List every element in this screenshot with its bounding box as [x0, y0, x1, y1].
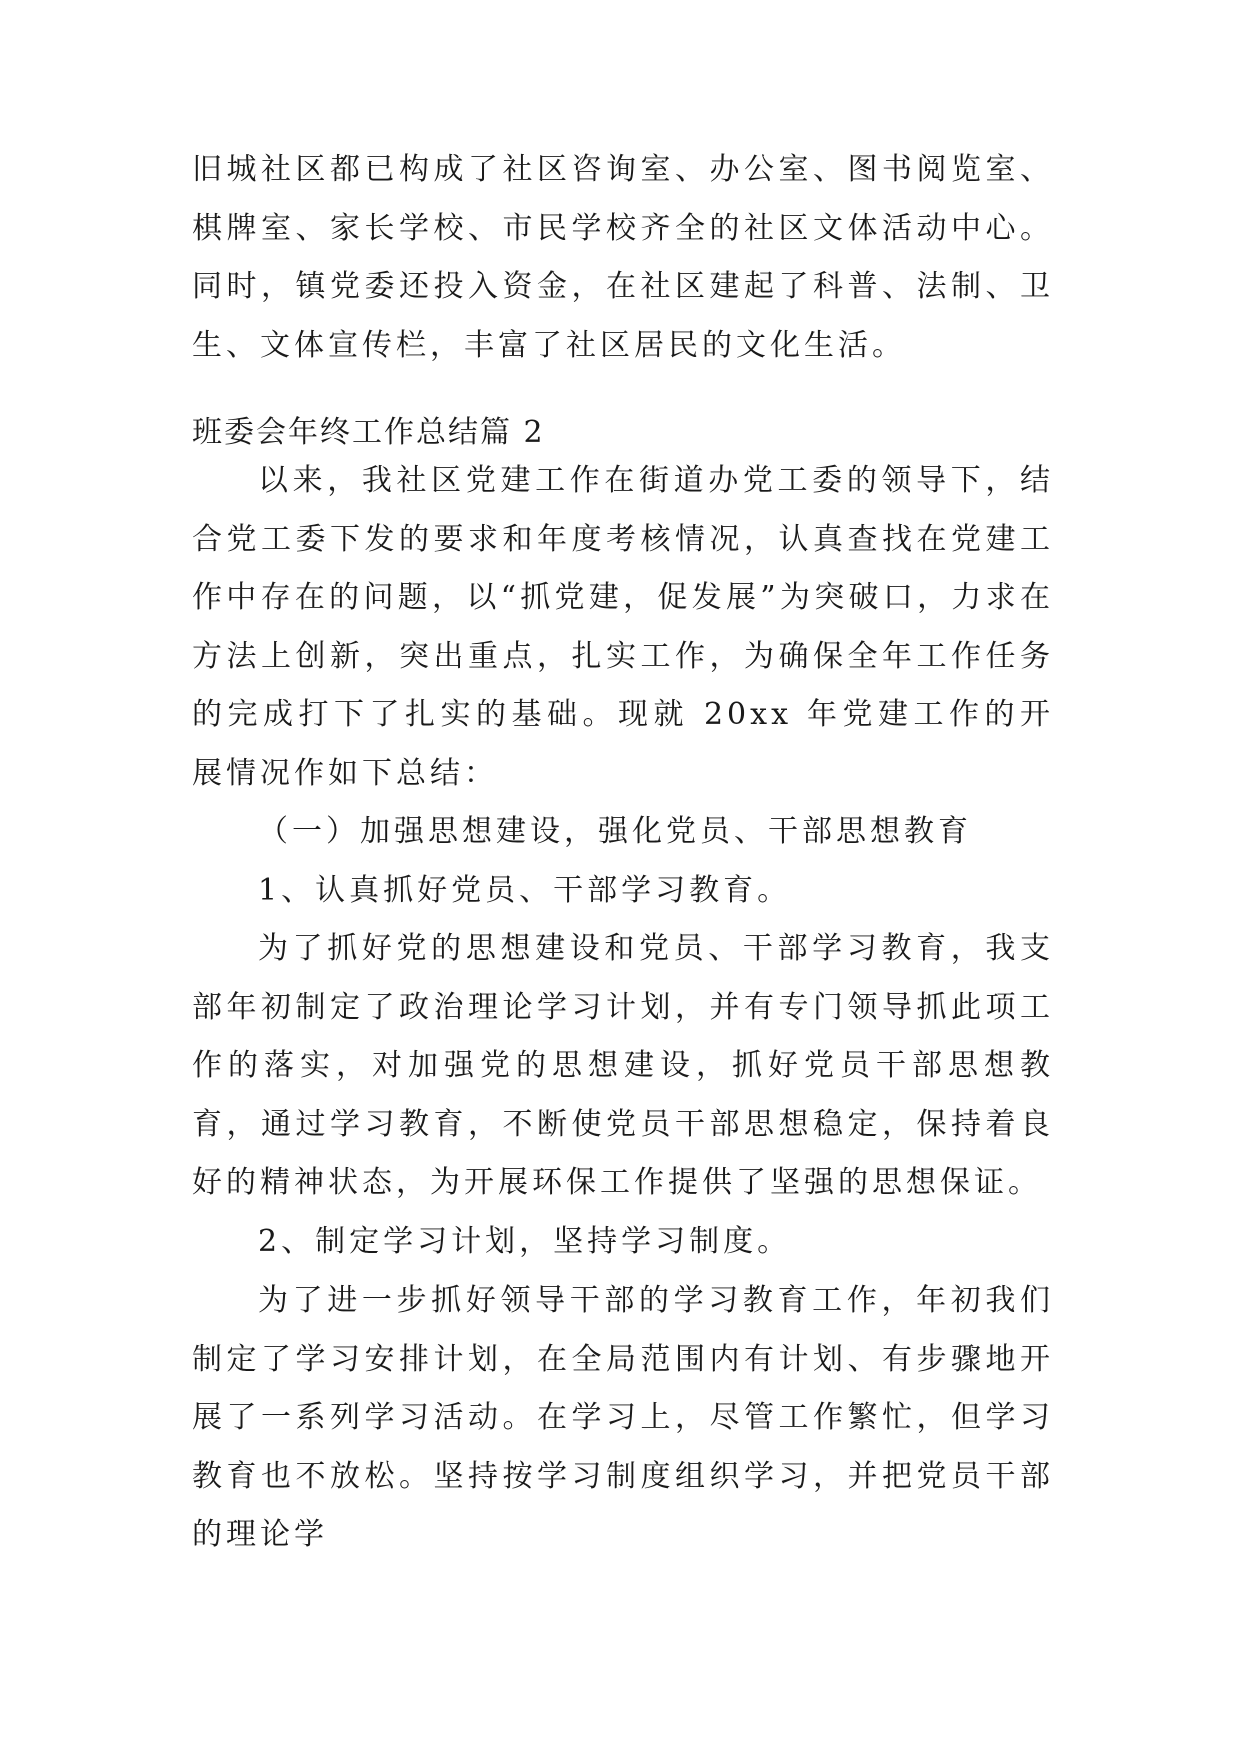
- item-1-body: 为了抓好党的思想建设和党员、干部学习教育，我支部年初制定了政治理论学习计划，并有专门领导抓此项工作的落实，对加强党的思想建设，抓好党员干部思想教育，通过学习教育，不断使党员干部思想稳定，保持着良好的精神状态，为开展环保工作提供了坚强的思想保证。: [192, 931, 1054, 1201]
- continuation-paragraph: 旧城社区都已构成了社区咨询室、办公室、图书阅览室、棋牌室、家长学校、市民学校齐全的社区文体活动中心。同时，镇党委还投入资金，在社区建起了科普、法制、卫生、文体宣传栏，丰富了社区居民的文化生活。: [192, 152, 1054, 363]
- item-2-body: 为了进一步抓好领导干部的学习教育工作，年初我们制定了学习安排计划，在全局范围内有计划、有步骤地开展了一系列学习活动。在学习上，尽管工作繁忙，但学习教育也不放松。坚持按学习制度组织学习，并把党员干部的理论学: [192, 1283, 1054, 1553]
- item-1-title: 1、认真抓好党员、干部学习教育。: [258, 873, 792, 908]
- section-title: 班委会年终工作总结篇 2: [192, 415, 545, 450]
- subheading-1: （一）加强思想建设，强化党员、干部思想教育: [258, 814, 972, 849]
- intro-paragraph: 以来，我社区党建工作在街道办党工委的领导下，结合党工委下发的要求和年度考核情况，认真查找在党建工作中存在的问题，以“抓党建，促发展”为突破口，力求在方法上创新，突出重点，扎实工作，为确保全年工作任务的完成打下了扎实的基础。现就 20xx 年党建工作的开展情况作如下总结：: [192, 463, 1054, 791]
- item-2-title: 2、制定学习计划，坚持学习制度。: [258, 1224, 792, 1259]
